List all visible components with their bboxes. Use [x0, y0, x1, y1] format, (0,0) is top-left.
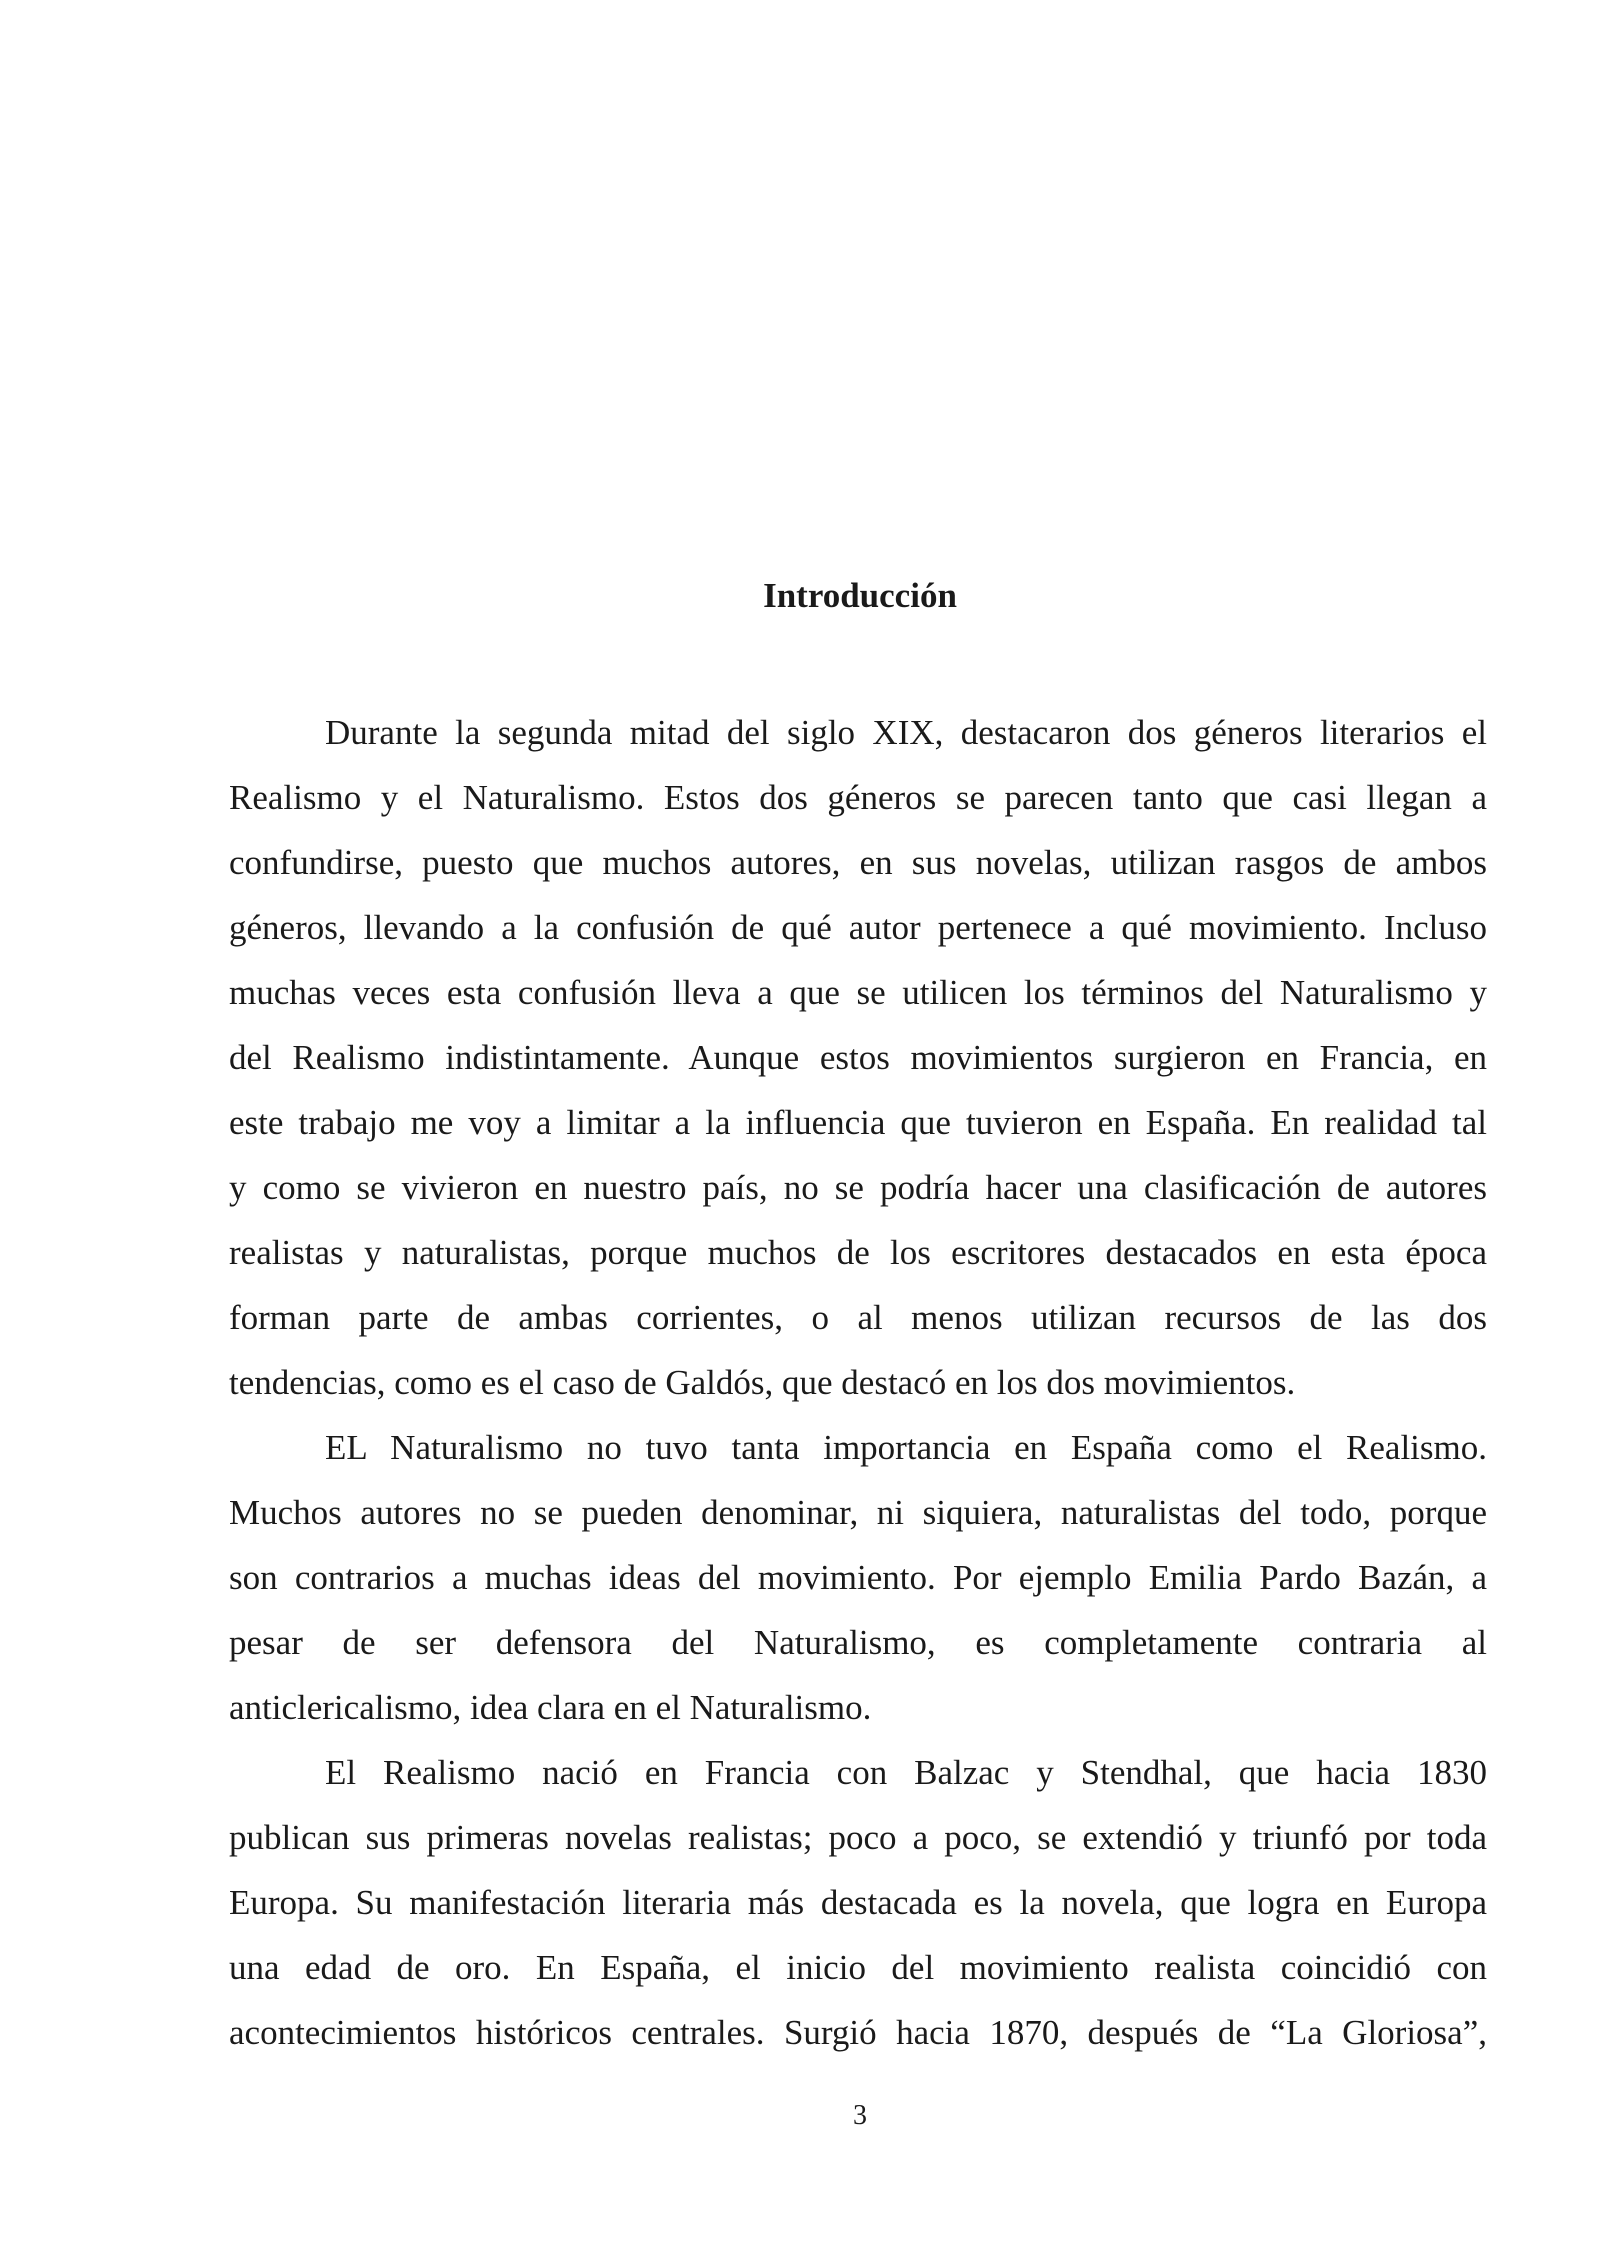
text-line: publican sus primeras novelas realistas; poco a poco, se extendió y triunfó por toda	[229, 1818, 1487, 1857]
text-line: y como se vivieron en nuestro país, no se podría hacer una clasificación de autores	[229, 1168, 1487, 1207]
text-line: Muchos autores no se pueden denominar, ni siquiera, naturalistas del todo, porque	[229, 1493, 1487, 1532]
text-line: anticlericalismo, idea clara en el Naturalismo.	[229, 1688, 872, 1727]
page-title: Introducción	[763, 576, 957, 615]
document-body	[229, 700, 1487, 2065]
text-line: EL Naturalismo no tuvo tanta importancia en España como el Realismo.	[325, 1428, 1487, 1467]
text-line: muchas veces esta confusión lleva a que se utilicen los términos del Naturalismo y	[229, 973, 1487, 1012]
paragraph	[229, 1740, 1487, 2065]
text-line: forman parte de ambas corrientes, o al menos utilizan recursos de las dos	[229, 1298, 1487, 1337]
paragraph	[229, 1415, 1487, 1740]
text-line: El Realismo nació en Francia con Balzac y Stendhal, que hacia 1830	[325, 1753, 1487, 1792]
text-line: son contrarios a muchas ideas del movimiento. Por ejemplo Emilia Pardo Bazán, a	[229, 1558, 1487, 1597]
text-line: una edad de oro. En España, el inicio del movimiento realista coincidió con	[229, 1948, 1487, 1987]
page-number: 3	[853, 2100, 867, 2131]
text-line: del Realismo indistintamente. Aunque estos movimientos surgieron en Francia, en	[229, 1038, 1487, 1077]
text-line: tendencias, como es el caso de Galdós, que destacó en los dos movimientos.	[229, 1363, 1296, 1402]
text-line: Durante la segunda mitad del siglo XIX, destacaron dos géneros literarios el	[325, 713, 1487, 752]
text-line: confundirse, puesto que muchos autores, en sus novelas, utilizan rasgos de ambos	[229, 843, 1487, 882]
text-line: acontecimientos históricos centrales. Surgió hacia 1870, después de “La Gloriosa”,	[229, 2013, 1487, 2052]
paragraph	[229, 700, 1487, 1415]
text-line: Realismo y el Naturalismo. Estos dos géneros se parecen tanto que casi llegan a	[229, 778, 1487, 817]
text-line: Europa. Su manifestación literaria más destacada es la novela, que logra en Europa	[229, 1883, 1487, 1922]
text-line: realistas y naturalistas, porque muchos de los escritores destacados en esta época	[229, 1233, 1487, 1272]
text-line: géneros, llevando a la confusión de qué autor pertenece a qué movimiento. Incluso	[229, 908, 1487, 947]
text-line: este trabajo me voy a limitar a la influencia que tuvieron en España. En realidad tal	[229, 1103, 1487, 1142]
text-line: pesar de ser defensora del Naturalismo, es completamente contraria al	[229, 1623, 1487, 1662]
